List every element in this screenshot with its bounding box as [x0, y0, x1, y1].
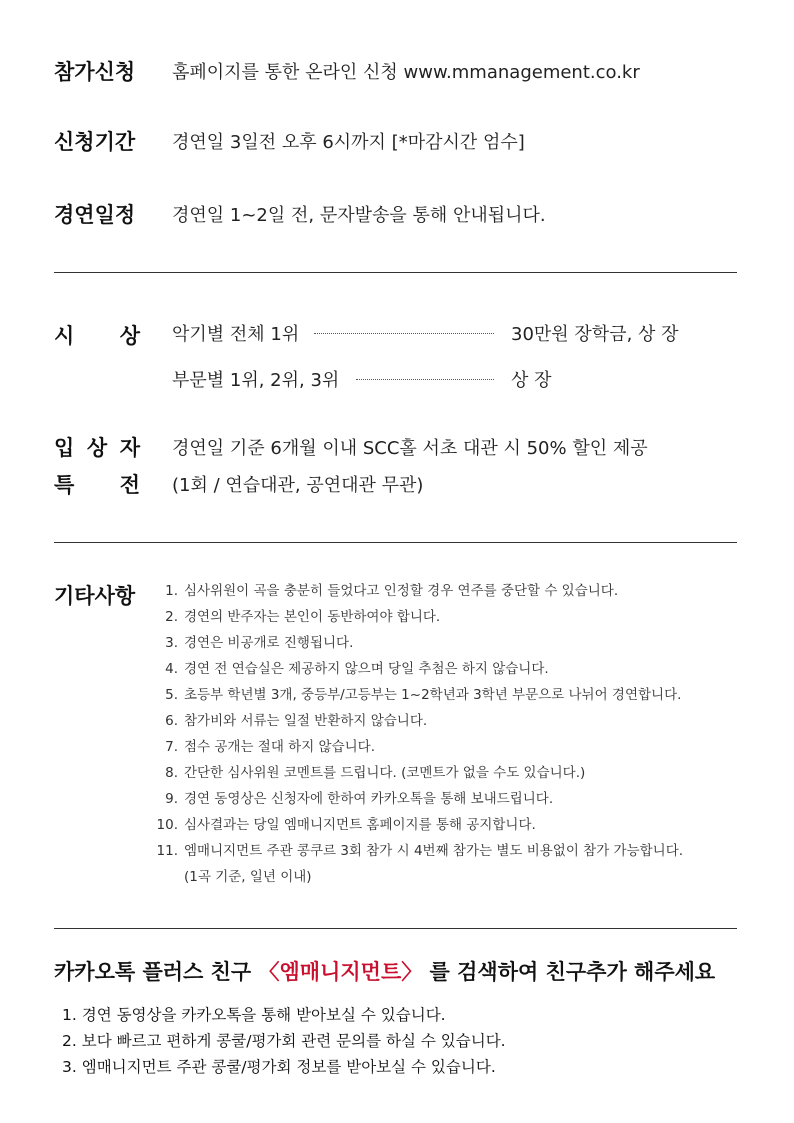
etc-list: [156, 581, 683, 893]
kakao-title: [54, 956, 715, 986]
schedule-value: 경연일 1~2일 전, 문자발송을 통해 안내됩니다.: [172, 205, 546, 226]
kakao-title-prefix: 카카오톡 플러스 친구: [54, 960, 252, 984]
benefit-label-line1: [54, 432, 140, 462]
kakao-title-suffix: 를 검색하여 친구추가 해주세요: [429, 960, 716, 984]
kakao-list: [62, 1003, 506, 1081]
list-item: 5. 초등부 학년별 3개, 중등부/고등부는 1~2학년과 3학년 부문으로 나뉘어 경연합니다.: [165, 687, 682, 703]
divider-1: [54, 272, 737, 273]
award-leader-2: [356, 379, 494, 380]
period-row: [54, 126, 135, 156]
benefit-label-char-1: 입: [54, 436, 75, 460]
list-item-sub: (1곡 기준, 일년 이내): [184, 869, 312, 885]
list-item: 8. 간단한 심사위원 코멘트를 드립니다. (코멘트가 없을 수도 있습니다.): [165, 765, 586, 781]
list-item: 2. 보다 빠르고 편하게 콩쿨/평가회 관련 문의를 하실 수 있습니다.: [62, 1032, 506, 1050]
apply-label: 참가신청: [54, 60, 136, 84]
divider-3: [54, 928, 737, 929]
list-item: 7. 점수 공개는 절대 하지 않습니다.: [165, 739, 375, 755]
benefit-line2: (1회 / 연습대관, 공연대관 무관): [172, 475, 424, 496]
period-label: 신청기간: [54, 130, 136, 154]
apply-value: 홈페이지를 통한 온라인 신청 www.mmanagement.co.kr: [172, 62, 640, 83]
period-value: 경연일 3일전 오후 6시까지 [*마감시간 엄수]: [172, 132, 525, 153]
benefit-label-char-2: 상: [86, 436, 108, 460]
list-item: 11. 엠매니지먼트 주관 콩쿠르 3회 참가 시 4번째 참가는 별도 비용없이 참가 가능합니다.: [156, 843, 684, 859]
benefit-label-char-4: 특: [54, 473, 75, 497]
list-item: 6. 참가비와 서류는 일절 반환하지 않습니다.: [165, 713, 428, 729]
benefit-label-char-5: 전: [119, 473, 140, 497]
award-label-char-2: 상: [119, 324, 140, 348]
schedule-label: 경연일정: [54, 203, 136, 227]
divider-2: [54, 542, 737, 543]
award-label-char-1: 시: [54, 324, 75, 348]
award-prize-2: 상 장: [511, 370, 552, 391]
benefit-label-line2: [54, 469, 140, 499]
award-prize-1: 30만원 장학금, 상 장: [511, 324, 679, 345]
list-item: 1. 경연 동영상을 카카오톡을 통해 받아보실 수 있습니다.: [62, 1006, 446, 1024]
award-category-2: 부문별 1위, 2위, 3위: [172, 370, 340, 391]
award-leader-1: [314, 333, 494, 334]
benefit-line1: 경연일 기준 6개월 이내 SCC홀 서초 대관 시 50% 할인 제공: [172, 438, 648, 459]
apply-row: [54, 56, 135, 86]
etc-label: 기타사항: [54, 584, 136, 608]
etc-row: [54, 580, 135, 610]
schedule-row: [54, 199, 135, 229]
award-category-1: 악기별 전체 1위: [172, 324, 300, 345]
kakao-title-accent: 〈엠매니지먼트〉: [258, 960, 423, 984]
list-item: 4. 경연 전 연습실은 제공하지 않으며 당일 추첨은 하지 않습니다.: [165, 661, 549, 677]
list-item: 9. 경연 동영상은 신청자에 한하여 카카오톡을 통해 보내드립니다.: [165, 791, 554, 807]
list-item: 1. 심사위원이 곡을 충분히 들었다고 인정할 경우 연주를 중단할 수 있습니다.: [165, 583, 619, 599]
list-item: 2. 경연의 반주자는 본인이 동반하여야 합니다.: [165, 609, 441, 625]
list-item: 3. 경연은 비공개로 진행됩니다.: [165, 635, 354, 651]
award-label: [54, 320, 140, 350]
list-item: 3. 엠매니지먼트 주관 콩쿨/평가회 정보를 받아보실 수 있습니다.: [62, 1058, 496, 1076]
benefit-label-char-3: 자: [119, 436, 140, 460]
list-item: 10. 심사결과는 당일 엠매니지먼트 홈페이지를 통해 공지합니다.: [156, 817, 536, 833]
